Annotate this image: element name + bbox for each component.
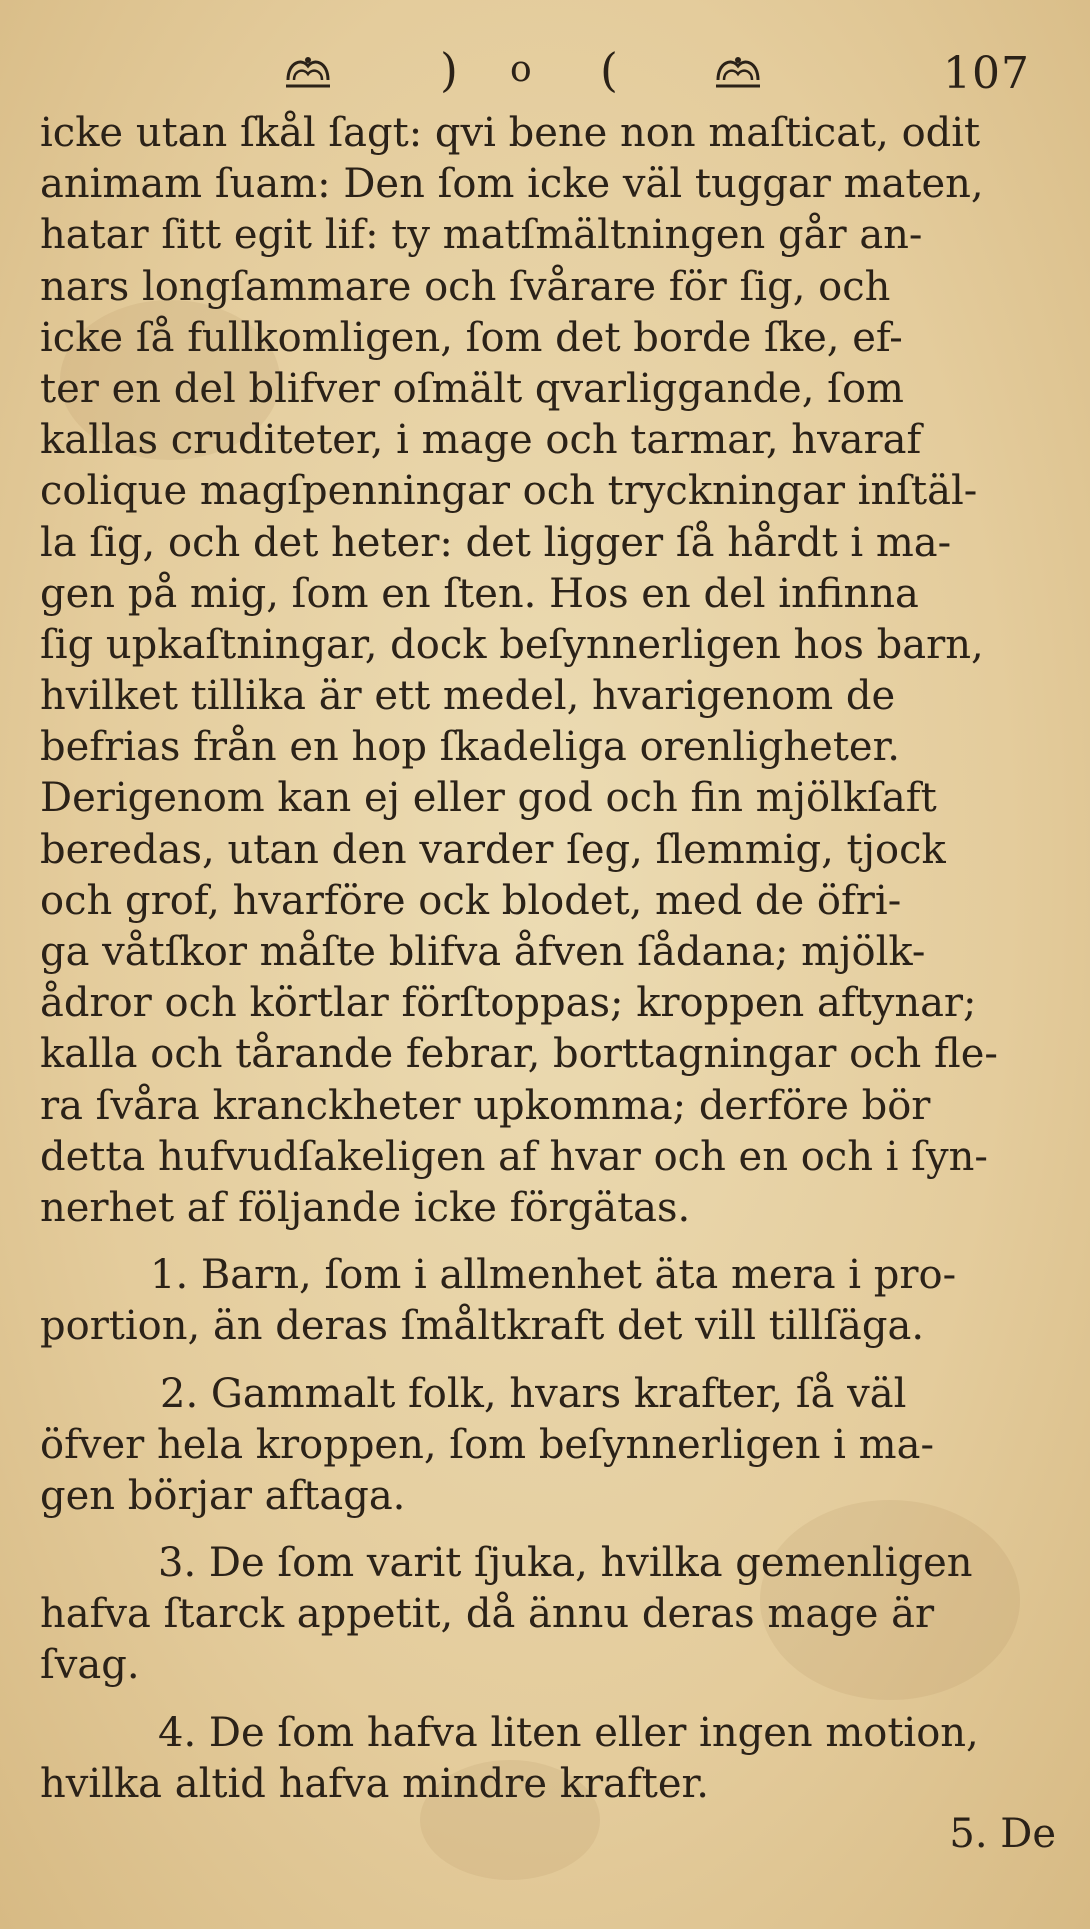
text-line: gen på mig, ſom en ſten. Hos en del infinna [40, 570, 919, 617]
list-item [40, 1369, 1050, 1523]
list-item-number: 1. [150, 1252, 189, 1299]
list-item [40, 1708, 1050, 1810]
text-line: ter en del blifver oſmält qvarliggande, ſom [40, 365, 904, 412]
text-line: ſig upkaſtningar, dock beſynnerligen hos barn, [40, 621, 984, 668]
list-item [40, 1250, 1050, 1352]
page-number: 107 [943, 48, 1030, 99]
head-bracket-open: ( [600, 43, 618, 97]
text-line: Derigenom kan ej eller god och fin mjölkſaft [40, 775, 937, 822]
list-item-first-line [40, 1250, 1050, 1301]
body-text [40, 108, 1050, 1810]
list-item-text: hvilka altid hafva mindre krafter. [40, 1760, 709, 1807]
text-line: hatar ſitt egit lif: ty matſmältningen går an- [40, 212, 923, 259]
list-spacer [40, 1234, 1050, 1250]
list-item-text: De ſom varit ſjuka, hvilka gemenligen [208, 1540, 973, 1587]
text-line: beredas, utan den varder ſeg, ſlemmig, tjock [40, 826, 946, 873]
text-line: colique magſpenningar och tryckningar inſtäl- [40, 468, 978, 515]
list-item-number: 3. [158, 1540, 197, 1587]
list-item-number: 4. [158, 1709, 197, 1756]
list-item-text: portion, än deras ſmåltkraft det vill tillſäga. [40, 1303, 925, 1350]
text-line: kalla och tårande febrar, borttagningar och fle- [40, 1031, 998, 1078]
text-line: och grof, hvarföre ock blodet, med de öfri- [40, 877, 902, 924]
list-item-text: De ſom hafva liten eller ingen motion, [208, 1709, 979, 1756]
text-line: ga våtſkor måſte blifva åfven ſådana; mjölk- [40, 929, 926, 975]
list-item-text: Barn, ſom i allmenhet äta mera i pro- [200, 1252, 957, 1299]
list-item-first-line [40, 1538, 1050, 1589]
running-head [280, 40, 1050, 110]
fleuron-ornament-icon [280, 52, 336, 92]
list-item-text: öfver hela kroppen, ſom beſynnerligen i ma- [40, 1421, 934, 1468]
text-line: ra ſvåra kranckheter upkomma; derföre bör [40, 1082, 931, 1129]
head-bracket-close: ) [440, 43, 458, 97]
list-item-number: 2. [160, 1370, 199, 1417]
list-item-text: ſvag. [40, 1642, 140, 1689]
text-line: icke ſå fullkomligen, ſom det borde ſke, ef- [40, 314, 903, 361]
text-line: ådror och körtlar förſtoppas; kroppen aftynar; [40, 980, 977, 1027]
text-line: hvilket tillika är ett medel, hvarigenom de [40, 673, 896, 720]
list-item-text: hafva ſtarck appetit, då ännu deras mage är [40, 1591, 935, 1638]
text-line: icke utan ſkål ſagt: qvi bene non maſticat, odit [40, 110, 981, 156]
text-line: animam ſuam: Den ſom icke väl tuggar maten, [40, 161, 984, 208]
fleuron-ornament-icon [710, 52, 766, 92]
text-line: nars longſammare och ſvårare för ſig, och [40, 263, 891, 310]
text-line: nerhet af följande icke förgätas. [40, 1184, 691, 1231]
text-line: la ſig, och det heter: det ligger ſå hårdt i ma- [40, 519, 952, 566]
list-item-text: gen börjar aftaga. [40, 1472, 406, 1519]
list-item-first-line [40, 1708, 1050, 1759]
head-circle-mark: o [510, 49, 532, 90]
list-spacer [40, 1522, 1050, 1538]
list-item-text: Gammalt folk, hvars krafter, ſå väl [210, 1370, 907, 1417]
text-line: kallas cruditeter, i mage och tarmar, hvaraf [40, 417, 922, 464]
list-spacer [40, 1353, 1050, 1369]
list-spacer [40, 1692, 1050, 1708]
list-item-first-line [40, 1369, 1050, 1420]
catchword: 5. De [949, 1811, 1056, 1857]
text-line: detta hufvudſakeligen af hvar och en och i ſyn- [40, 1133, 988, 1180]
list-item [40, 1538, 1050, 1692]
text-line: befrias från en hop ſkadeliga orenligheter. [40, 724, 901, 771]
